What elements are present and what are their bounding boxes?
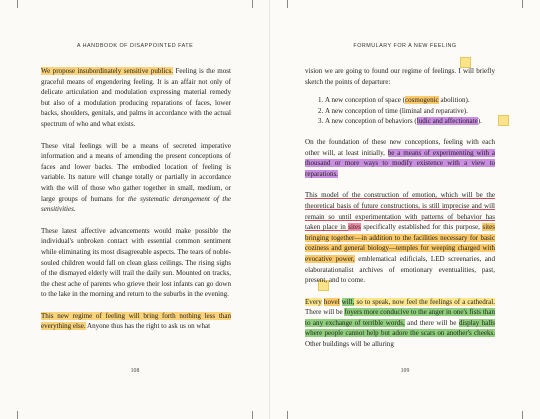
highlight-cosmogenic[interactable]: cosmogenic — [405, 96, 439, 105]
left-paragraph-1 — [41, 66, 231, 130]
highlight-ludic[interactable]: ludic and affectionate — [416, 117, 478, 126]
highlight-cathedral[interactable]: so to speak, now feel the feelings of a cathedral. — [354, 297, 495, 306]
left-body-text — [41, 66, 231, 343]
highlight-foyers[interactable]: foyers more conducive to the anger in one's fists than to any exchange of terrible words, — [305, 308, 495, 327]
right-intro: vision we are going to found our regime of feelings. I will briefly sketch the points of departure: — [305, 67, 495, 86]
left-paragraph-3: These latest affective advancements would make possible the individual's unbroken contact with essential common sentiment while eliminating its most disagreeable aspects. The tears of noble-souled children would fall on clean glass ceilings. The rising sighs of the dismayed elderly will trail the daily sun. Mounted on tracks, the chest ache of parents who grieve their lost infants can go down to the lake in the morning and return to the suburbs in the evening. — [41, 226, 231, 299]
highlight-new-regime[interactable]: This new regime of feeling will bring forth nothing less than everything else. — [41, 311, 231, 331]
right-body-text — [305, 66, 495, 361]
left-paragraph-4-rest: Anyone thus has the right to ask us on what — [85, 322, 211, 331]
left-page-number: 108 — [130, 368, 140, 374]
departure-list — [305, 95, 495, 127]
highlight-display-halls[interactable]: display halls where people cannot help but adore the scars on another's cheeks. — [305, 318, 495, 338]
crop-mark — [252, 0, 253, 8]
crop-mark — [287, 0, 288, 8]
highlight-publics[interactable]: We propose insubordinately sensitive publics. — [41, 67, 173, 75]
right-paragraph-3: This model of the construction of emotion, which will be the theoretical basis of future constructions, is still imprecise and will remain so until experimentation with patterns of behavior has taken place in sites specifically established for this purpose, sites bringing together—in addition to the facilities necessary for basic coziness and general biology—temples for weeping charged with evocative power, emblematical edificials, LED screenaries, and elaboratationalist archives of emotionary eventualities, past, present, and to come. — [305, 191, 495, 285]
highlight-every[interactable]: Every — [305, 297, 322, 306]
list-item: 1. A new conception of space (cosmogenic abolition). — [325, 95, 495, 106]
crop-mark — [17, 0, 18, 8]
right-running-header: FORMULARY FOR A NEW FEELING — [353, 43, 457, 49]
highlight-experimenting[interactable]: be a means of experimenting with a thousand or more ways to modify existence with a view to reparations. — [305, 148, 495, 178]
crop-mark — [522, 0, 523, 8]
underline-model[interactable]: This model of the construction of emotion, which will be the theoretical basis of future constructions, is still imprecise and will remain so until experimentation with patterns of behavior has taken place in — [305, 191, 495, 232]
right-paragraph-2: On the foundation of these new conceptions, feeling with each other will, at least initially, be a means of experimenting with a thousand or more ways to modify existence with a view to reparations. — [305, 137, 495, 178]
left-paragraph-2-text: These vital feelings will be a means of secreted imperative information and a means of amending the present conceptions of faces and lower backs. The embodied location of feeling is variable. Its nature will change totally or partially in accordance with the will of those who gather together in small, medium, or large groups of humans for — [41, 141, 231, 203]
crop-mark — [522, 411, 523, 419]
left-paragraph-2-italic: the systematic derangement of the sensitivities. — [41, 194, 232, 214]
left-paragraph-1-rest: Feeling is the most graceful means of engendering feeling. It is an affair not only of delicate articulation and modulation expressing material remedy but also of a modulation producing reparations of faces, lower backs, shoulders, genitals, and palms in accordance with the actual spectrum of who and what exists. — [41, 67, 231, 128]
crop-mark — [287, 411, 288, 419]
left-paragraph-4 — [41, 311, 231, 332]
annotation-note-icon[interactable] — [498, 115, 509, 126]
highlight-sites[interactable]: sites — [348, 223, 361, 232]
right-page — [270, 0, 540, 419]
right-page-number: 109 — [400, 368, 410, 374]
left-running-header: A HANDBOOK OF DISAPPOINTED FATE — [76, 43, 194, 49]
left-paragraph-2 — [41, 141, 231, 215]
highlight-will[interactable]: will, — [341, 297, 355, 306]
crop-mark — [17, 411, 18, 419]
list-item: 3. A new conception of behaviors (ludic and affectionate). — [325, 116, 495, 127]
list-item: 2. A new conception of time (liminal and reparative). — [325, 106, 495, 117]
right-paragraph-4: Every hovel will, so to speak, now feel the feelings of a cathedral. There will be foyers more conducive to the anger in one's fists than to any exchange of terrible words, and there will be display halls where people cannot help but adore the scars on another's cheeks. Other buildings will be alluring — [305, 297, 495, 349]
highlight-hovel[interactable]: hovel — [323, 297, 340, 306]
highlight-sites-bringing[interactable]: sites bringing together—in addition to the facilities necessary for basic coziness and general biology—temples for weeping charged with evocative power, — [305, 223, 495, 263]
crop-mark — [252, 411, 253, 419]
